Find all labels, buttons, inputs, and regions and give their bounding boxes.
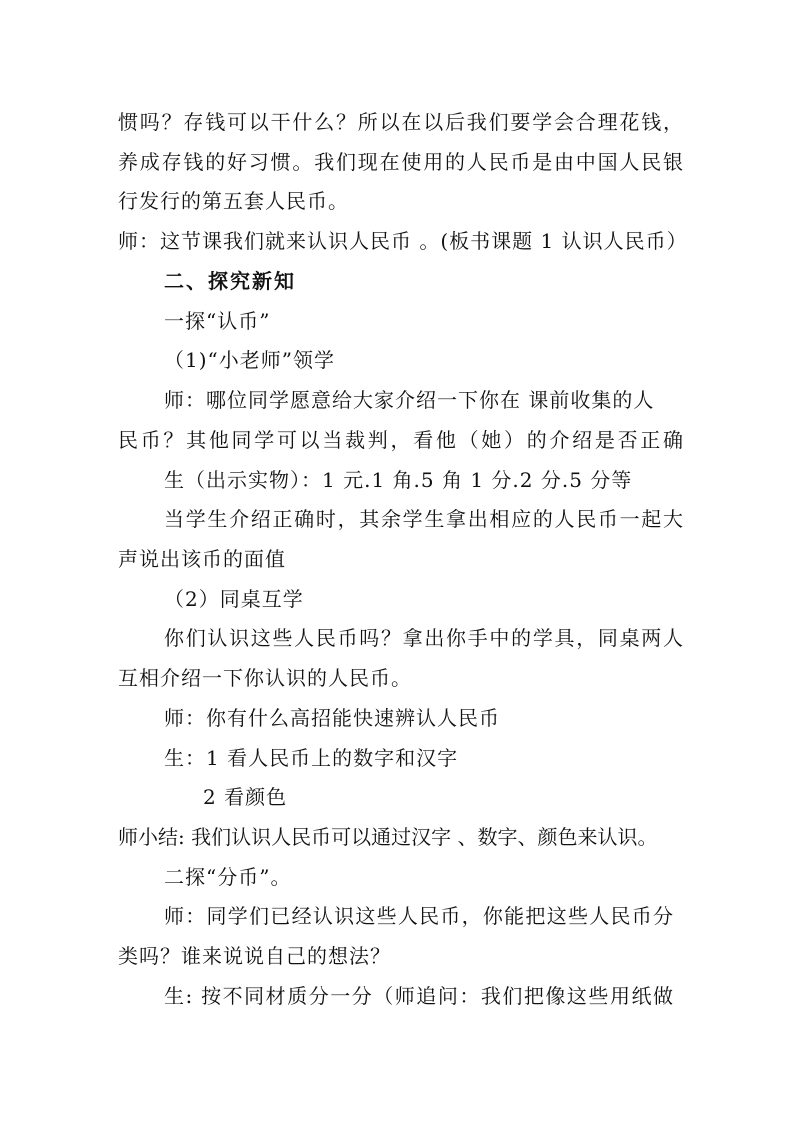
subsection-heading: （2）同桌互学 <box>164 587 304 611</box>
summary-line: 师小结: 我们认识人民币可以通过汉字 、数字、颜色来认识。 <box>118 825 658 849</box>
text-line: 师：同学们已经认识这些人民币，你能把这些人民币分 <box>164 904 674 928</box>
text-line: 行发行的第五套人民币。 <box>118 189 349 213</box>
text-line: 互相介绍一下你认识的人民币。 <box>118 666 412 690</box>
text-line: 类吗？谁来说说自己的想法？ <box>118 944 391 968</box>
text-line: 当学生介绍正确时，其余学生拿出相应的人民币一起大 <box>164 507 684 531</box>
text-line: 生：1 看人民币上的数字和汉字 <box>164 746 459 770</box>
text-line: 生（出示实物）：1 元.1 角.5 角 1 分.2 分.5 分等 <box>164 468 633 492</box>
text-line: 声说出该币的面值 <box>118 547 286 571</box>
subsection-heading: 一探“认币” <box>164 309 271 333</box>
text-line: 师：哪位同学愿意给大家介绍一下你在 课前收集的人 <box>164 388 655 412</box>
text-line: 惯吗？存钱可以干什么？所以在以后我们要学会合理花钱， <box>118 110 684 134</box>
text-line: 民币？其他同学可以当裁判，看他（她）的介绍是否正确 <box>118 428 684 452</box>
text-line: 师：这节课我们就来认识人民币 。(板书课题 1 认识人民币） <box>118 229 688 253</box>
text-line: 2 看颜色 <box>203 785 288 809</box>
text-line: 生: 按不同材质分一分（师追问：我们把像这些用纸做 <box>164 984 674 1008</box>
text-line: 师：你有什么高招能快速辨认人民币 <box>164 706 500 730</box>
text-line: 你们认识这些人民币吗？拿出你手中的学具，同桌两人 <box>164 626 684 650</box>
subsection-heading: （1)“小老师”领学 <box>164 348 335 372</box>
subsection-heading: 二探“分币”。 <box>164 865 292 889</box>
section-heading: 二、探究新知 <box>164 269 296 293</box>
text-line: 养成存钱的好习惯。我们现在使用的人民币是由中国人民银 <box>118 150 684 174</box>
